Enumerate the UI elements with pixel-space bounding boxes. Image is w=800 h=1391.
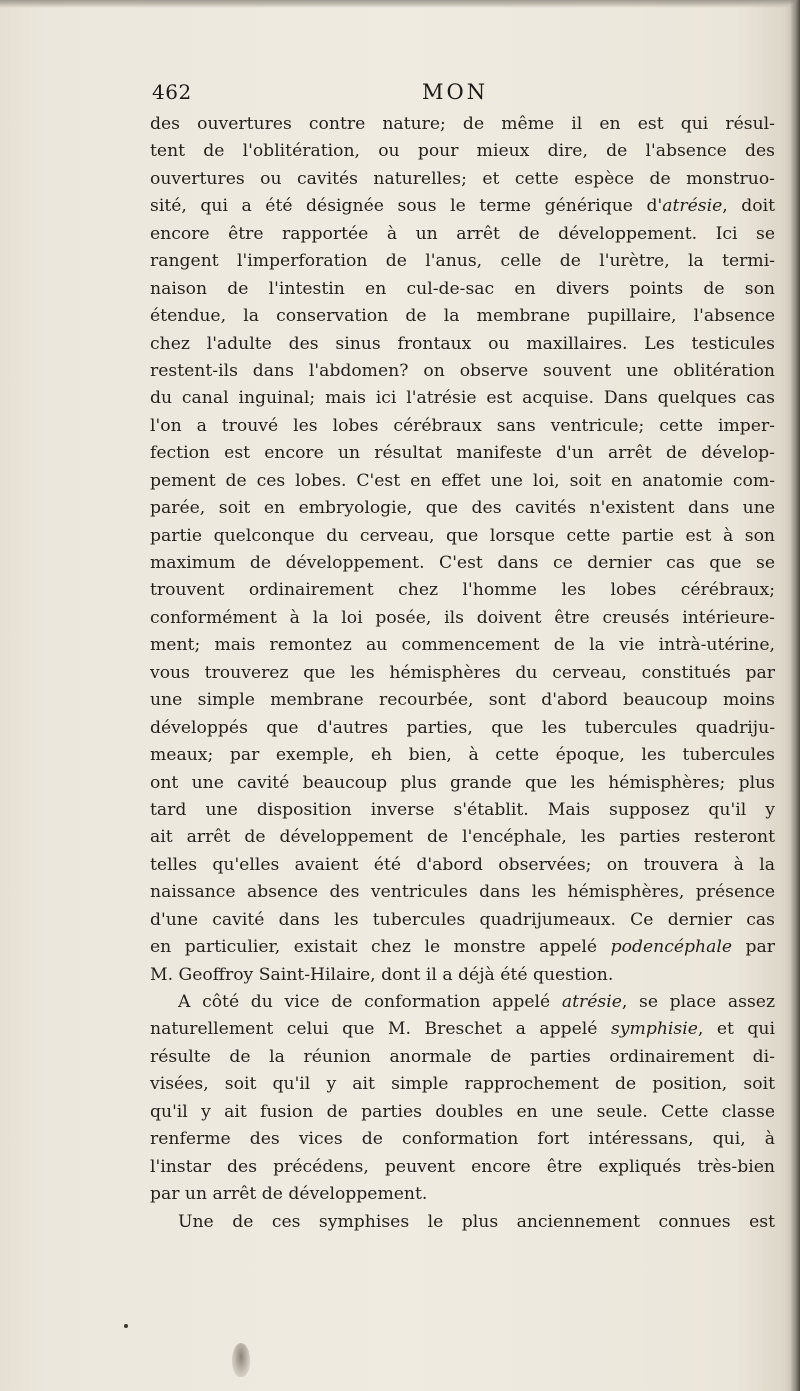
text-line: ouvertures ou cavités naturelles; et cette espèce de monstruo-	[150, 168, 775, 189]
text-line: chez l'adulte des sinus frontaux ou maxillaires. Les testicules	[150, 333, 775, 354]
text-segment: sité, qui a été désignée sous le terme générique d'	[150, 196, 663, 217]
page-binding-shadow	[790, 0, 800, 1391]
text-segment: par	[732, 937, 775, 958]
text-line: ait arrêt de développement de l'encéphale, les parties resteront	[150, 827, 775, 848]
text-line: naison de l'intestin en cul-de-sac en divers points de son	[150, 278, 775, 299]
text-line: restent-ils dans l'abdomen? on observe souvent une oblitération	[150, 360, 775, 381]
text-segment: , se place assez	[621, 992, 775, 1012]
text-line: rangent l'imperforation de l'anus, celle de l'urètre, la termi-	[150, 251, 775, 272]
italic-term: atrésie	[662, 196, 723, 217]
text-line	[150, 989, 775, 1016]
text-line: pement de ces lobes. C'est en effet une loi, soit en anatomie com-	[150, 470, 775, 491]
text-segment: naturellement celui que M. Breschet a appelé	[150, 1019, 611, 1040]
text-line: meaux; par exemple, eh bien, à cette époque, les tubercules	[150, 745, 775, 766]
text-line	[150, 193, 775, 220]
text-line: ment; mais remontez au commencement de la vie intrà-utérine,	[150, 635, 775, 656]
italic-term: symphisie	[610, 1019, 698, 1040]
text-line: une simple membrane recourbée, sont d'abord beaucoup moins	[150, 690, 775, 711]
text-line: tent de l'oblitération, ou pour mieux dire, de l'absence des	[150, 141, 775, 162]
text-line: étendue, la conservation de la membrane pupillaire, l'absence	[150, 306, 775, 327]
text-segment: , doit	[722, 196, 775, 217]
body-text	[150, 111, 775, 1236]
text-line: tard une disposition inverse s'établit. Mais supposez qu'il y	[150, 799, 775, 820]
text-line: résulte de la réunion anormale de parties ordinairement di-	[150, 1046, 775, 1067]
text-line: qu'il y ait fusion de parties doubles en une seule. Cette classe	[150, 1101, 775, 1122]
page-number: 462	[152, 80, 192, 104]
text-line: conformément à la loi posée, ils doivent être creusés intérieure-	[150, 607, 775, 628]
text-line: maximum de développement. C'est dans ce dernier cas que se	[150, 553, 775, 573]
text-line: telles qu'elles avaient été d'abord observées; on trouvera à la	[150, 854, 775, 875]
text-line: Une de ces symphises le plus anciennement connues est	[178, 1211, 775, 1232]
italic-term: podencéphale	[610, 937, 733, 958]
text-line: vous trouverez que les hémisphères du cerveau, constitués par	[150, 662, 775, 683]
ink-speck	[124, 1324, 128, 1328]
running-head-title: MON	[422, 80, 489, 104]
text-line: des ouvertures contre nature; de même il en est qui résul-	[150, 114, 775, 134]
text-line: l'on a trouvé les lobes cérébraux sans ventricule; cette imper-	[150, 415, 775, 436]
text-line: parée, soit en embryologie, que des cavités n'existent dans une	[150, 498, 775, 519]
text-segment: en particulier, existait chez le monstre appelé	[150, 937, 611, 958]
text-line: fection est encore un résultat manifeste d'un arrêt de dévelop-	[150, 443, 775, 464]
text-line: renferme des vices de conformation fort intéressans, qui, à	[150, 1129, 775, 1150]
page-top-edge-shadow	[0, 0, 800, 8]
text-line: trouvent ordinairement chez l'homme les lobes cérébraux;	[150, 580, 775, 601]
text-line: encore être rapportée à un arrêt de développement. Ici se	[150, 223, 775, 244]
text-line: développés que d'autres parties, que les tubercules quadriju-	[150, 717, 775, 738]
text-line: M. Geoffroy Saint-Hilaire, dont il a déjà été question.	[150, 964, 614, 985]
text-segment: , et qui	[697, 1019, 776, 1040]
paper-stain	[232, 1343, 250, 1377]
text-segment: A côté du vice de conformation appelé	[178, 992, 562, 1012]
italic-term: atrésie	[561, 992, 622, 1012]
text-line	[150, 1016, 775, 1043]
text-line: l'instar des précédens, peuvent encore être expliqués très-bien	[150, 1156, 775, 1177]
text-line: partie quelconque du cerveau, que lorsque cette partie est à son	[150, 525, 775, 546]
text-line: par un arrêt de développement.	[150, 1184, 428, 1205]
text-line: naissance absence des ventricules dans les hémisphères, présence	[150, 882, 775, 903]
running-head	[152, 80, 772, 110]
text-line	[150, 934, 775, 961]
text-line: du canal inguinal; mais ici l'atrésie est acquise. Dans quelques cas	[150, 388, 775, 409]
text-line: ont une cavité beaucoup plus grande que les hémisphères; plus	[150, 772, 775, 793]
text-line: d'une cavité dans les tubercules quadrijumeaux. Ce dernier cas	[150, 909, 775, 930]
text-line: visées, soit qu'il y ait simple rapprochement de position, soit	[150, 1074, 775, 1095]
